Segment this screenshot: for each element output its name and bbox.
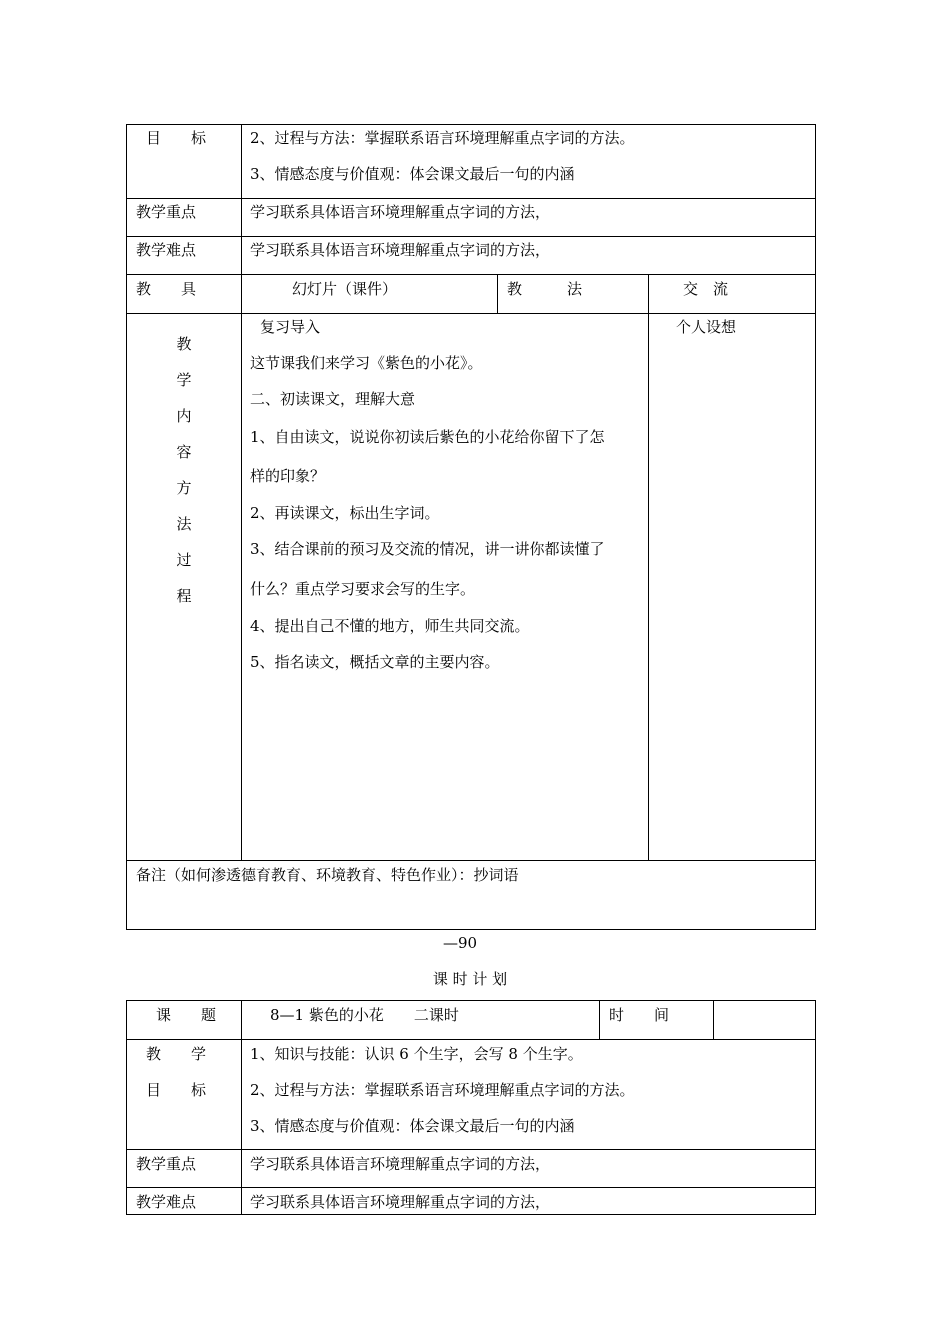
process-line: 什么？重点学习要求会写的生字。	[250, 580, 476, 598]
table-border	[126, 198, 816, 199]
process-line: 样的印象？	[250, 467, 326, 485]
table-border	[126, 1214, 816, 1215]
method-value: 交 流	[683, 280, 729, 298]
process-line: 4、提出自己不懂的地方，师生共同交流。	[250, 617, 530, 635]
table-border	[126, 1187, 816, 1188]
time-label: 时 间	[609, 1006, 670, 1024]
goal-line: 1、知识与技能：认识 6 个生字，会写 8 个生字。	[250, 1045, 583, 1063]
difficulty-label: 教学难点	[136, 241, 197, 259]
table-border	[126, 1149, 816, 1150]
key-label: 教学重点	[136, 1155, 197, 1173]
goal-line: 3、情感态度与价值观：体会课文最后一句的内涵	[250, 165, 575, 183]
process-label-char: 学	[176, 371, 192, 389]
table-border	[126, 124, 127, 930]
difficulty-text: 学习联系具体语言环境理解重点字词的方法，	[250, 241, 551, 259]
goal-label: 教 学	[146, 1045, 207, 1063]
goal-line: 3、情感态度与价值观：体会课文最后一句的内涵	[250, 1117, 575, 1135]
table-border	[241, 124, 242, 861]
process-label-char: 容	[176, 443, 192, 461]
process-line: 2、再读课文，标出生字词。	[250, 504, 440, 522]
remark-text: 备注（如何渗透德育教育、环境教育、特色作业）：抄词语	[136, 866, 519, 884]
difficulty-label: 教学难点	[136, 1193, 197, 1211]
process-label-char: 程	[176, 587, 192, 605]
topic-label: 课 题	[156, 1006, 217, 1024]
topic-value: 8—1 紫色的小花 二课时	[270, 1006, 459, 1024]
process-label-char: 法	[176, 515, 192, 533]
tools-label: 教 具	[136, 280, 197, 298]
table-border	[815, 124, 816, 930]
key-label: 教学重点	[136, 203, 197, 221]
table-border	[126, 236, 816, 237]
process-label-char: 方	[176, 479, 192, 497]
process-line: 二、初读课文，理解大意	[250, 390, 416, 408]
table-border	[126, 929, 816, 930]
table-border	[126, 860, 816, 861]
process-label-char: 过	[176, 551, 192, 569]
table-border	[599, 1000, 600, 1040]
process-line: 3、结合课前的预习及交流的情况，讲一讲你都读懂了	[250, 540, 605, 558]
personal-label: 个人设想	[676, 318, 737, 336]
goal-label: 目 标	[146, 129, 207, 147]
tools-value: 幻灯片（课件）	[292, 280, 398, 298]
table-border	[241, 1000, 242, 1215]
goal-label: 目 标	[146, 1081, 207, 1099]
table-border	[648, 274, 649, 861]
process-line: 1、自由读文，说说你初读后紫色的小花给你留下了怎	[250, 428, 605, 446]
method-label: 教 法	[507, 280, 583, 298]
table-border	[126, 313, 816, 314]
goal-line: 2、过程与方法：掌握联系语言环境理解重点字词的方法。	[250, 129, 635, 147]
process-line: 5、指名读文，概括文章的主要内容。	[250, 653, 500, 671]
table-border	[497, 274, 498, 314]
process-label-char: 教	[176, 335, 192, 353]
table-border	[126, 274, 816, 275]
table-border	[126, 124, 816, 125]
table-border	[713, 1000, 714, 1040]
process-line: 复习导入	[260, 318, 321, 336]
page-number: —90	[442, 934, 478, 952]
table-border	[815, 1000, 816, 1215]
table-border	[126, 1000, 127, 1215]
process-label-char: 内	[176, 407, 192, 425]
process-line: 这节课我们来学习《紫色的小花》。	[250, 354, 483, 372]
key-text: 学习联系具体语言环境理解重点字词的方法，	[250, 1155, 551, 1173]
difficulty-text: 学习联系具体语言环境理解重点字词的方法，	[250, 1193, 551, 1211]
key-text: 学习联系具体语言环境理解重点字词的方法，	[250, 203, 551, 221]
plan-title: 课 时 计 划	[432, 970, 508, 988]
goal-line: 2、过程与方法：掌握联系语言环境理解重点字词的方法。	[250, 1081, 635, 1099]
